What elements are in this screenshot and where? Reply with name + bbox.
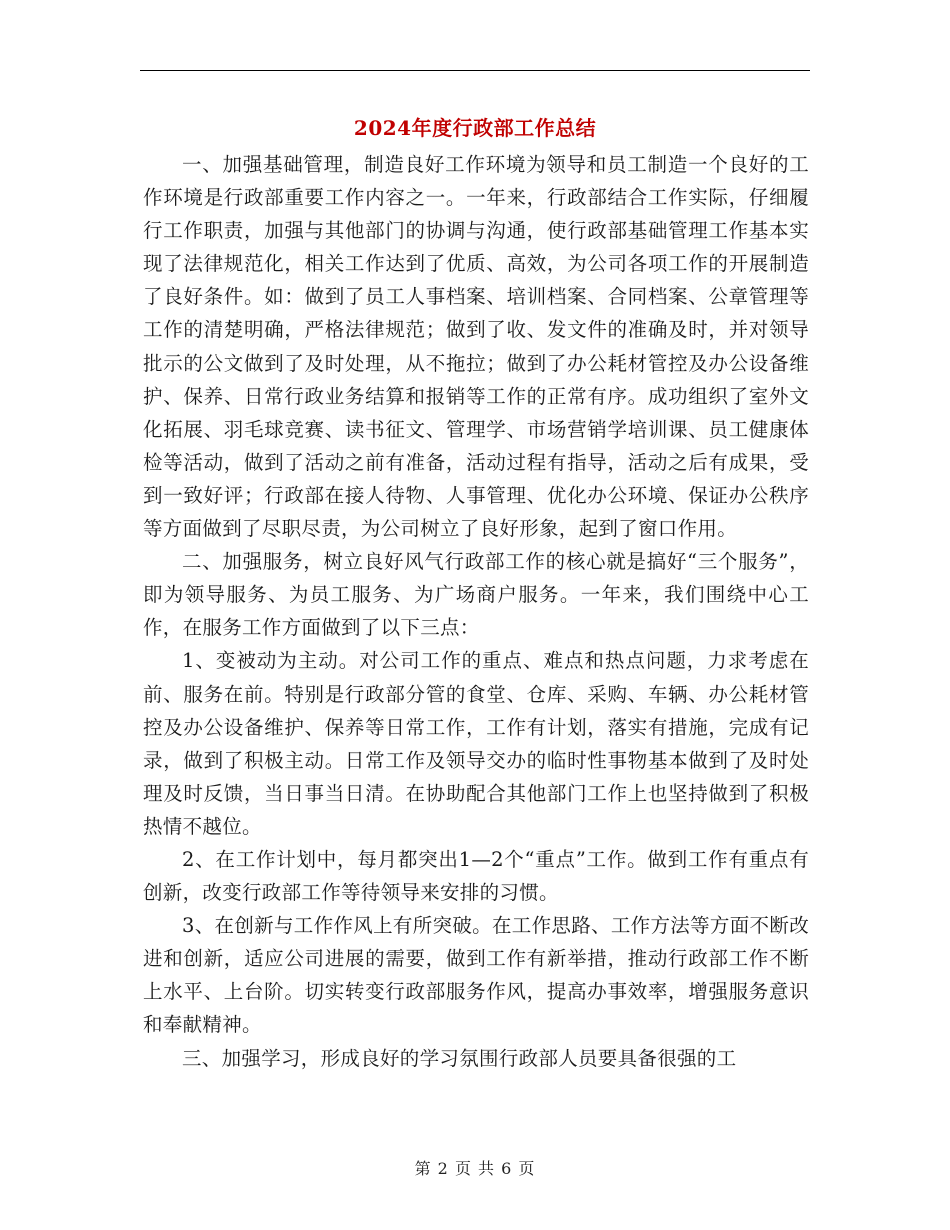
page-number: 第 2 页 共 6 页 — [414, 1159, 536, 1178]
paragraph-1: 一、加强基础管理，制造良好工作环境为领导和员工制造一个良好的工作环境是行政部重要工作内容之一。一年来，行政部结合工作实际，仔细履行工作职责，加强与其他部门的协调与沟通，使行政部基础管理工作基本实现了法律规范化，相关工作达到了优质、高效，为公司各项工作的开展制造了良好条件。如：做到了员工人事档案、培训档案、合同档案、公章管理等工作的清楚明确，严格法律规范；做到了收、发文件的准确及时，并对领导批示的公文做到了及时处理，从不拖拉；做到了办公耗材管控及办公设备维护、保养、日常行政业务结算和报销等工作的正常有序。成功组织了室外文化拓展、羽毛球竞赛、读书征文、管理学、市场营销学培训课、员工健康体检等活动，做到了活动之前有准备，活动过程有指导，活动之后有成果，受到一致好评；行政部在接人待物、人事管理、优化办公环境、保证办公秩序等方面做到了尽职尽责，为公司树立了良好形象，起到了窗口作用。 — [143, 153, 809, 541]
paragraph-5: 3、在创新与工作作风上有所突破。在工作思路、工作方法等方面不断改进和创新，适应公司进展的需要，做到工作有新举措，推动行政部工作不断上水平、上台阶。切实转变行政部服务作风，提高办事效率，增强服务意识和奉献精神。 — [143, 914, 809, 1037]
paragraph-2: 二、加强服务，树立良好风气行政部工作的核心就是搞好“三个服务”，即为领导服务、为员工服务、为广场商户服务。一年来，我们围绕中心工作，在服务工作方面做到了以下三点： — [143, 550, 809, 640]
document-body — [143, 148, 809, 1075]
paragraph-3: 1、变被动为主动。对公司工作的重点、难点和热点问题，力求考虑在前、服务在前。特别是行政部分管的食堂、仓库、采购、车辆、办公耗材管控及办公设备维护、保养等日常工作，工作有计划，落实有措施，完成有记录，做到了积极主动。日常工作及领导交办的临时性事物基本做到了及时处理及时反馈，当日事当日清。在协助配合其他部门工作上也坚持做到了积极热情不越位。 — [143, 649, 809, 838]
header-rule — [140, 70, 810, 71]
paragraph-6: 三、加强学习，形成良好的学习氛围行政部人员要具备很强的工 — [182, 1046, 737, 1070]
paragraph-4: 2、在工作计划中，每月都突出1—2个“重点”工作。做到工作有重点有创新，改变行政部工作等待领导来安排的习惯。 — [143, 847, 809, 905]
document-title: 2024年度行政部工作总结 — [353, 116, 597, 140]
